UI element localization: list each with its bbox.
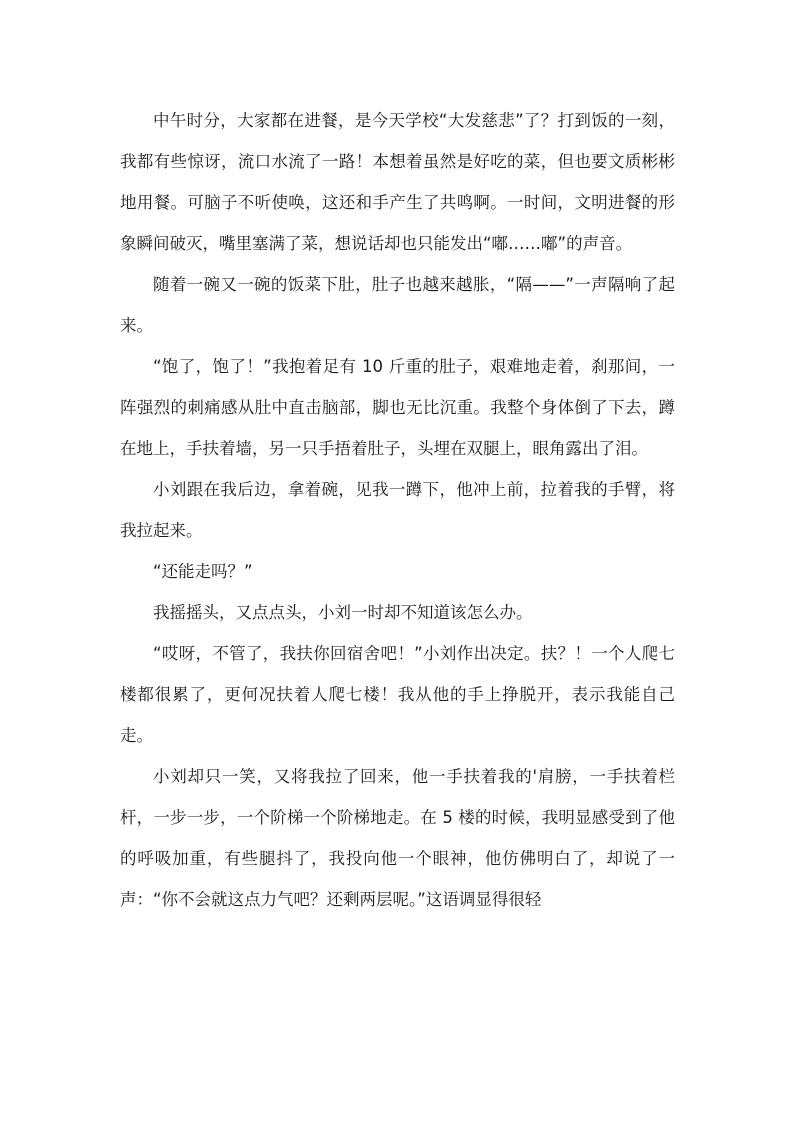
- paragraph-6: 我摇摇头，又点点头，小刘一时却不知道该怎么办。: [153, 603, 533, 622]
- paragraph-8: 小刘却只一笑，又将我拉了回来，他一手扶着我的'肩膀，一手扶着栏杆，一步一步，一个阶梯一个阶梯地走。在 5 楼的时候，我明显感受到了他的呼吸加重，有些腿抖了，我投向他一个眼神，他仿佛明白了，却说了一声：“你不会就这点力气吧？还剩两层呢。”这语调显得很轻: [120, 767, 675, 909]
- paragraph-2: 随着一碗又一碗的饭菜下肚，肚子也越来越胀，“隔——”一声隔响了起来。: [120, 275, 675, 335]
- article-body: [120, 100, 675, 920]
- paragraph-7: “哎呀，不管了，我扶你回宿舍吧！”小刘作出决定。扶？！一个人爬七楼都很累了，更何况扶着人爬七楼！我从他的手上挣脱开，表示我能自己走。: [120, 644, 675, 745]
- paragraph-4: 小刘跟在我后边，拿着碗，见我一蹲下，他冲上前，拉着我的手臂，将我拉起来。: [120, 480, 675, 540]
- paragraph-1: 中午时分，大家都在进餐，是今天学校“大发慈悲”了？打到饭的一刻，我都有些惊讶，流口水流了一路！本想着虽然是好吃的菜，但也要文质彬彬地用餐。可脑子不听使唤，这还和手产生了共鸣啊。一时间，文明进餐的形象瞬间破灭，嘴里塞满了菜，想说话却也只能发出“嘟……嘟”的声音。: [120, 111, 675, 253]
- paragraph-5: “还能走吗？”: [153, 562, 253, 581]
- paragraph-3: “饱了，饱了！”我抱着足有 10 斤重的肚子，艰难地走着，刹那间，一阵强烈的刺痛感从肚中直击脑部，脚也无比沉重。我整个身体倒了下去，蹲在地上，手扶着墙，另一只手捂着肚子，头埋在双腿上，眼角露出了泪。: [120, 357, 675, 458]
